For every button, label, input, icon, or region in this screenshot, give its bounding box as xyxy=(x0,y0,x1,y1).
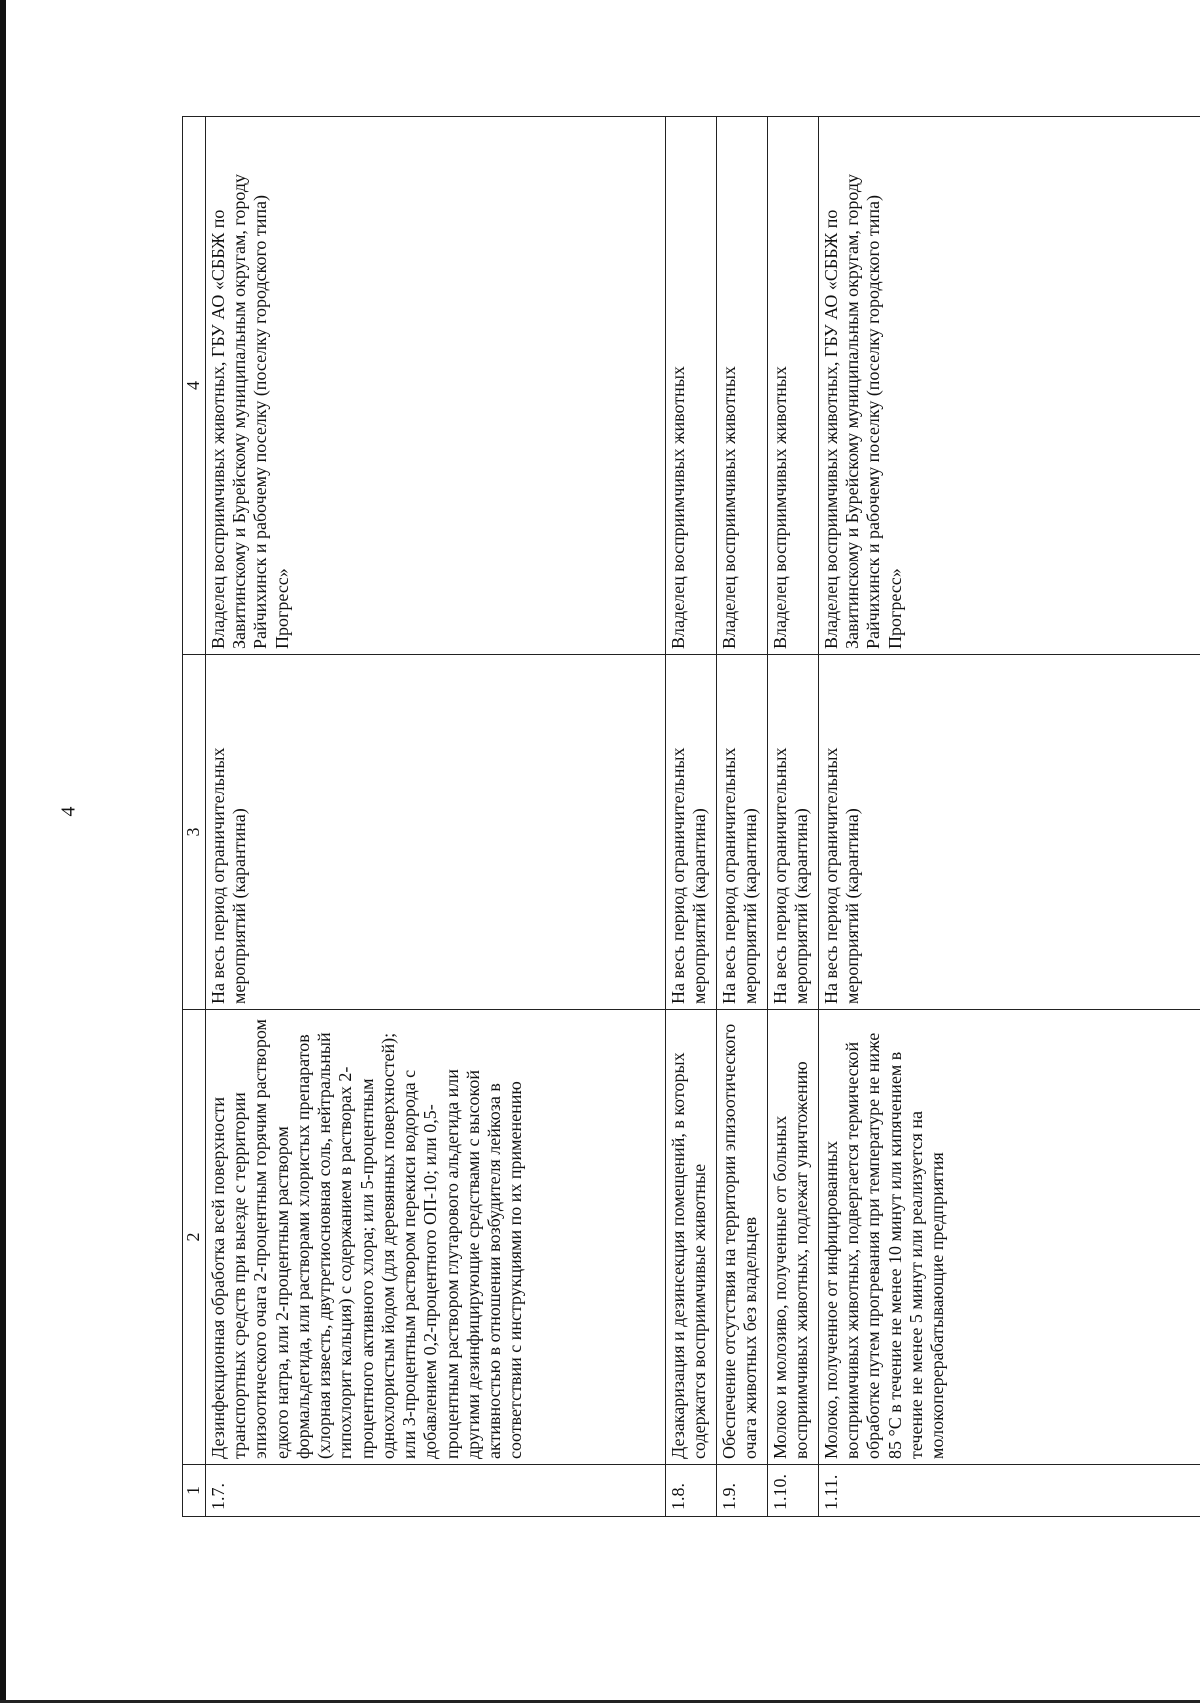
table-row xyxy=(768,117,819,1517)
measures-table xyxy=(182,116,1200,1517)
row-responsible: Владелец восприимчивых животных xyxy=(717,117,768,655)
row-responsible: Владелец восприимчивых животных xyxy=(768,117,819,655)
row-action: Молоко, полученное от инфицированных восприимчивых животных, подвергается термической обработке путем прогревания при температуре не ниже 85 °С в течение не менее 10 минут или кипячением в течение не менее 5 минут или реализуется на молокоперерабатывающие предприятия xyxy=(819,1010,1200,1465)
rotated-table-container xyxy=(182,117,1200,1517)
row-action: Дезинфекционная обработка всей поверхности транспортных средств при выезде с территории эпизоотического очага 2-процентным горячим раствором едкого натра, или 2-процентным раствором формальдегида, или растворами хлористых препаратов (хлорная известь, двутретиосновная соль, нейтральный гипохлорит кальция) с содержанием в растворах 2-процентного активного хлора; или 5-процентным однохлористым йодом (для деревянных поверхностей); или 3-процентным раствором перекиси водорода с добавлением 0,2-процентного ОП-10; или 0,5-процентным раствором глутарового альдегида или другими дезинфицирующие средствами с высокой активностью в отношении возбудителя лейкоза в соответствии с инструкциями по их применению xyxy=(206,1010,666,1465)
page-number: 4 xyxy=(57,806,80,817)
table-row xyxy=(206,117,666,1517)
header-col-4: 4 xyxy=(183,117,206,655)
row-number: 1.7. xyxy=(206,1465,666,1517)
row-period: На весь период ограничительных мероприятий (карантина) xyxy=(666,655,717,1010)
header-col-2: 2 xyxy=(183,1010,206,1465)
row-period: На весь период ограничительных мероприятий (карантина) xyxy=(206,655,666,1010)
row-number: 1.11. xyxy=(819,1465,1200,1517)
row-responsible: Владелец восприимчивых животных, ГБУ АО «СББЖ по Завитинскому и Бурейскому муниципальным округам, городу Райчихинск и рабочему поселку (поселку городского типа) Прогресс» xyxy=(819,117,1200,655)
table-row xyxy=(819,117,1200,1517)
row-period: На весь период ограничительных мероприятий (карантина) xyxy=(819,655,1200,1010)
table-header-row xyxy=(183,117,206,1517)
row-action: Обеспечение отсутствия на территории эпизоотического очага животных без владельцев xyxy=(717,1010,768,1465)
header-col-3: 3 xyxy=(183,655,206,1010)
row-number: 1.10. xyxy=(768,1465,819,1517)
row-number: 1.9. xyxy=(717,1465,768,1517)
table-row xyxy=(717,117,768,1517)
header-col-1: 1 xyxy=(183,1465,206,1517)
row-responsible: Владелец восприимчивых животных xyxy=(666,117,717,655)
table-wrapper xyxy=(182,117,1200,1517)
scan-left-edge xyxy=(0,0,6,1703)
row-responsible: Владелец восприимчивых животных, ГБУ АО «СББЖ по Завитинскому и Бурейскому муниципальным округам, городу Райчихинск и рабочему поселку (поселку городского типа) Прогресс» xyxy=(206,117,666,655)
table-row xyxy=(666,117,717,1517)
row-action: Молоко и молозиво, полученные от больных восприимчивых животных, подлежат уничтожению xyxy=(768,1010,819,1465)
row-period: На весь период ограничительных мероприятий (карантина) xyxy=(768,655,819,1010)
row-period: На весь период ограничительных мероприятий (карантина) xyxy=(717,655,768,1010)
row-number: 1.8. xyxy=(666,1465,717,1517)
row-action: Дезакаризация и дезинсекция помещений, в которых содержатся восприимчивые животные xyxy=(666,1010,717,1465)
